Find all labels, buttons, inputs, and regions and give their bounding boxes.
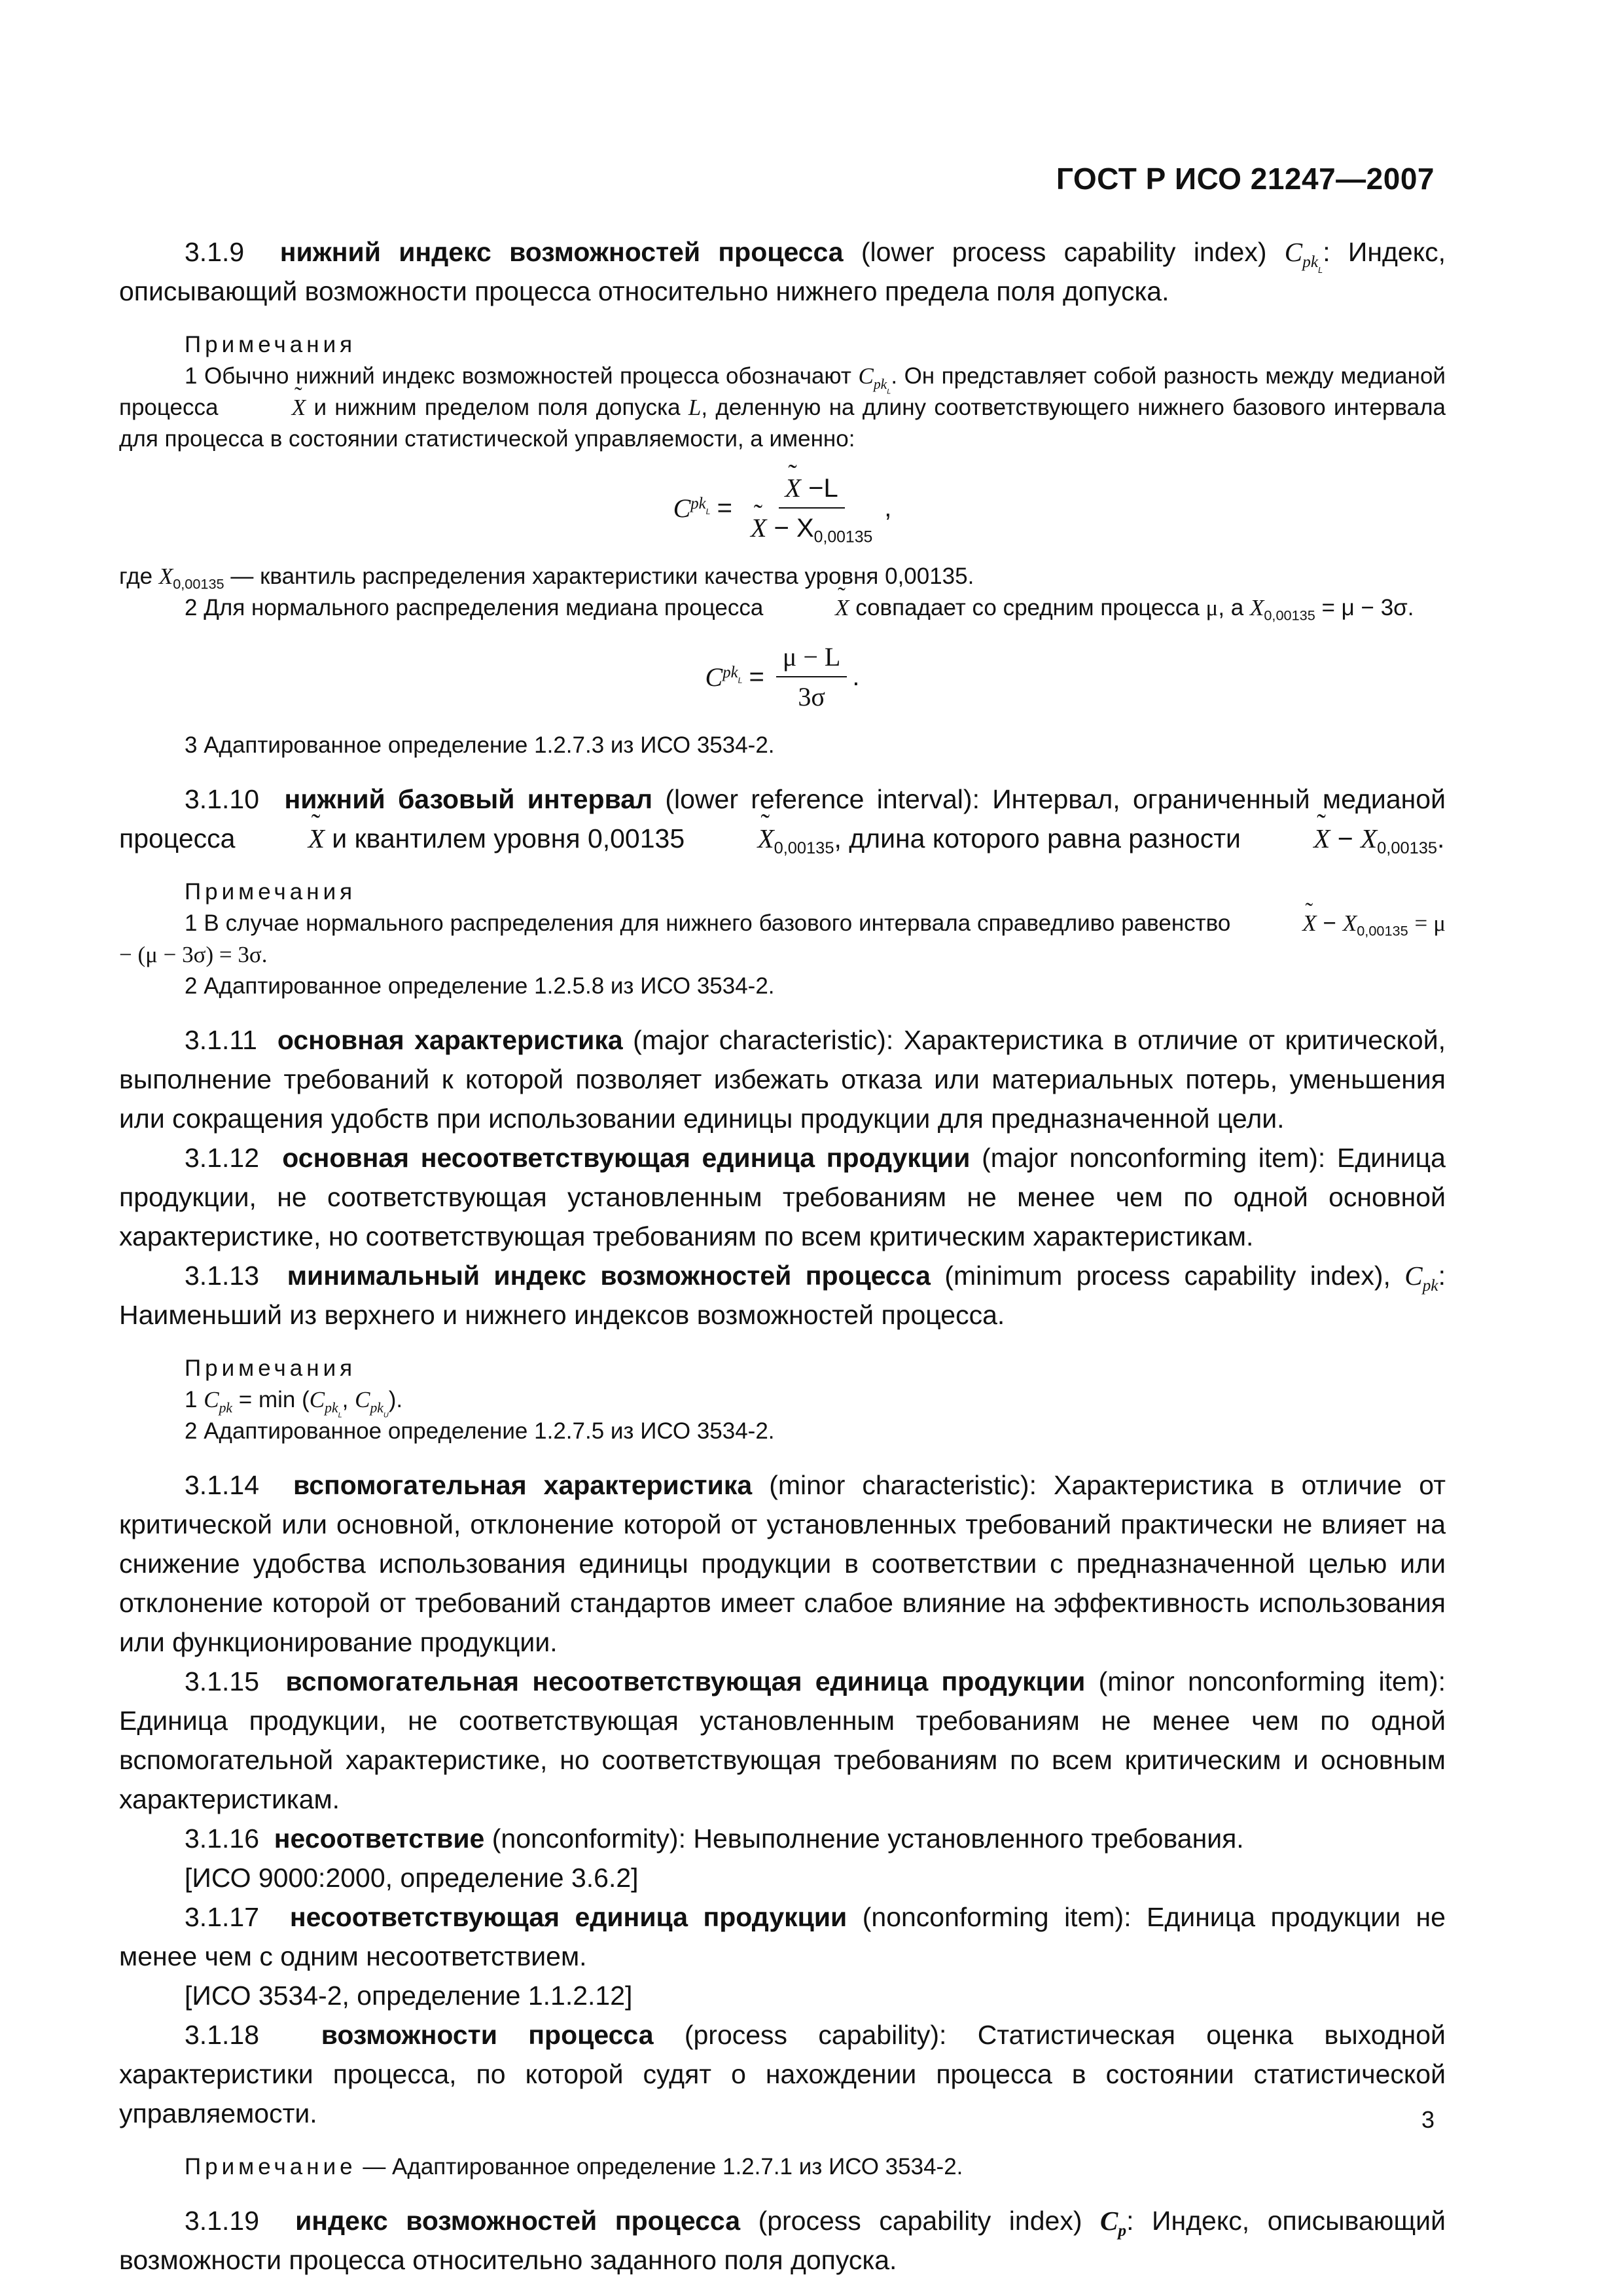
notes-heading: Примечания bbox=[185, 332, 357, 357]
notes-heading: Примечания bbox=[185, 1355, 357, 1381]
formula-cpkl: C $pk_L$ = ˜ X −L ˜ $X - X_{0,00135}$ , bbox=[119, 459, 1446, 557]
term-3-1-18: 3.1.18 возможности процесса (process capability): Статистическая оценка выходной характеристики процесса, по которой судят о нахождении процесса в состоянии статистической управляемости. bbox=[119, 2020, 1446, 2128]
term-3-1-12: 3.1.12 основная несоответствующая единица продукции (major nonconforming item): Единица продукции, не соответствующая установленным требованиям не менее чем по одной основной характеристике, но соответствующая требованиям по всем критическим характеристикам. bbox=[119, 1143, 1446, 1251]
reference-3-1-16: [ИСО 9000:2000, определение 3.6.2] bbox=[185, 1863, 639, 1893]
note-3-1-9-2: 2 Для нормального распределения медиана процесса ˜ X совпадает со средним процесса μ, а $X_{0,00135} = \mu - 3\sigma$. bbox=[119, 592, 1446, 624]
notes-heading: Примечания bbox=[185, 879, 357, 905]
note-3-1-10-1: 1 В случае нормального распределения для нижнего базового интервала справедливо равенство ˜ $X - X_{0,00135} = \mu - (\mu - 3\sigma) = 3\sigma$. bbox=[119, 908, 1446, 971]
document-body bbox=[119, 232, 1446, 2280]
formula-cpkl-normal: C $pk_L$ = $\frac{\mu - L}{3\sigma}$ . bbox=[705, 642, 860, 711]
note-3-1-9-3: 3 Адаптированное определение 1.2.7.3 из ИСО 3534-2. bbox=[185, 732, 775, 758]
note-where: где $X_{0,00135}$ — квантиль распределения характеристики качества уровня 0,00135. bbox=[119, 564, 974, 592]
reference-3-1-17: [ИСО 3534-2, определение 1.1.2.12] bbox=[185, 1981, 633, 2011]
term-3-1-9: 3.1.9 нижний индекс возможностей процесса (lower process capability index) $C_{pk_L}$: Индекс, описывающий возможности процесса относительно нижнего предела поля допуска. bbox=[119, 237, 1446, 306]
term-name: нижний индекс возможностей процесса bbox=[279, 237, 844, 267]
note-3-1-18: Примечание — Адаптированное определение 1.2.7.1 из ИСО 3534-2. bbox=[185, 2154, 963, 2179]
note-3-1-13-1: 1 $C_{pk} = \min (C_{pk_L}$, $C_{pk_U}$). bbox=[185, 1387, 403, 1420]
page-header: ГОСТ Р ИСО 21247—2007 bbox=[1056, 162, 1435, 196]
page-number: 3 bbox=[1421, 2106, 1435, 2133]
term-3-1-19: 3.1.19 индекс возможностей процесса (process capability index) $C_p$: Индекс, описывающий возможности процесса относительно заданного поля допуска. bbox=[119, 2206, 1446, 2275]
note-3-1-13-2: 2 Адаптированное определение 1.2.7.5 из ИСО 3534-2. bbox=[185, 1418, 775, 1444]
term-3-1-13: 3.1.13 минимальный индекс возможностей процесса (minimum process capability index), $C_{pk}$: Наименьший из верхнего и нижнего индексов возможностей процесса. bbox=[119, 1261, 1446, 1330]
note-3-1-9-1: 1 Обычно нижний индекс возможностей процесса обозначают $C_{pk_L}$. Он представляет собой разность между медианой процесса ˜ X и нижним пределом поля допуска L, деленную на длину соответствующего нижнего базового интервала для процесса в состоянии статистической управляемости, а именно: bbox=[119, 361, 1446, 455]
term-3-1-16: 3.1.16 несоответствие (nonconformity): Невыполнение установленного требования. bbox=[185, 1823, 1244, 1854]
term-3-1-11: 3.1.11 основная характеристика (major characteristic): Характеристика в отличие от критической, выполнение требований к которой позволяет избежать отказа или материальных потерь, уменьшения или сокращения удобств при использовании единицы продукции для предназначенной цели. bbox=[119, 1025, 1446, 1134]
note-3-1-10-2: 2 Адаптированное определение 1.2.5.8 из ИСО 3534-2. bbox=[185, 973, 775, 999]
term-3-1-14: 3.1.14 вспомогательная характеристика (minor characteristic): Характеристика в отличие от критической или основной, отклонение которой от установленных требований практически не влияет на снижение удобства использования единицы продукции в соответствии с предназначенной целью или отклонение которой от требований стандартов имеет слабое влияние на эффективность использования или функционирование продукции. bbox=[119, 1470, 1446, 1657]
term-3-1-15: 3.1.15 вспомогательная несоответствующая единица продукции (minor nonconforming item): Единица продукции, не соответствующая установленным требованиям не менее чем по одной вспомогательной характеристике, но соответствующая требованиям по всем критическим и основным характеристикам. bbox=[119, 1666, 1446, 1814]
term-3-1-17: 3.1.17 несоответствующая единица продукции (nonconforming item): Единица продукции не менее чем с одним несоответствием. bbox=[119, 1902, 1446, 1971]
term-3-1-10: 3.1.10 нижний базовый интервал (lower reference interval): Интервал, ограниченный медианой процесса ˜ X и квантилем уровня 0,00135 ˜ $X_{0,00135}$, длина которого равна разности ˜ $X - X_{0,00135}$. bbox=[119, 780, 1446, 858]
